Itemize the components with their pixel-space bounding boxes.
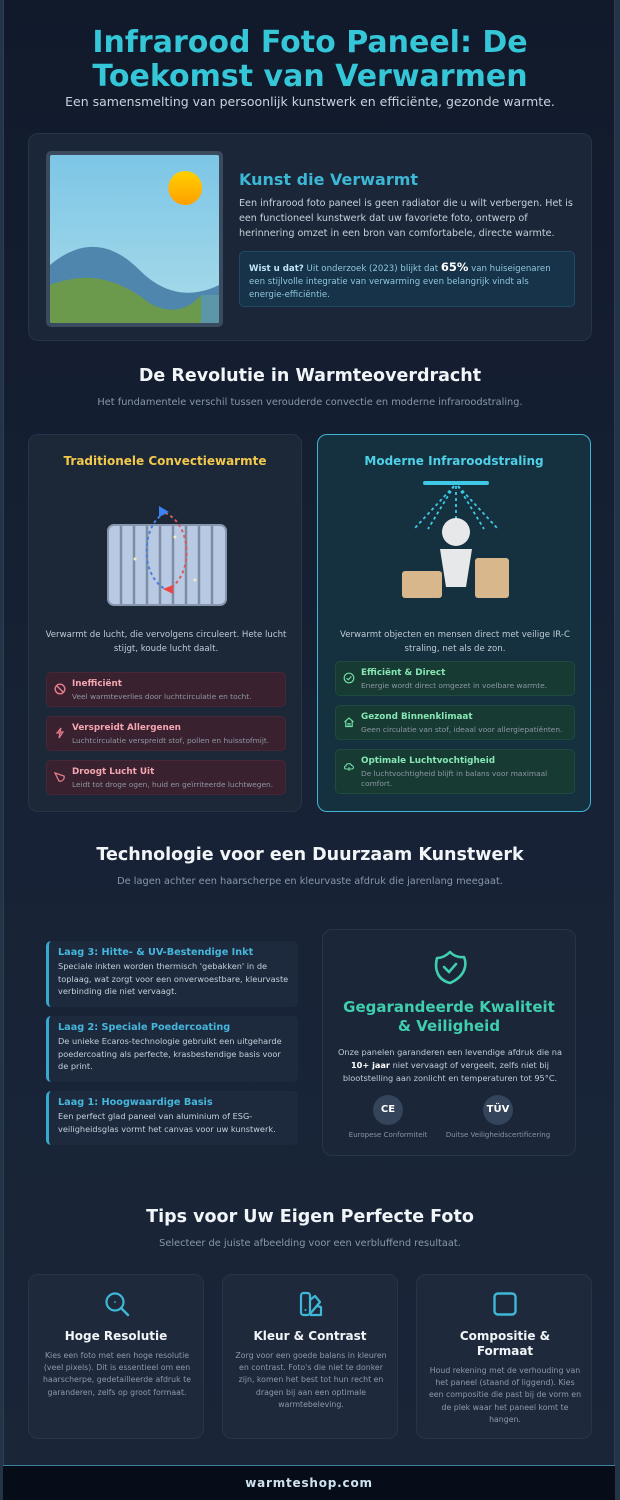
quality-text — [333, 1046, 567, 1085]
title-line-2: Toekomst van Verwarmen — [92, 59, 528, 94]
tips-subtitle: Selecteer de juiste afbeelding voor een verbluffend resultaat. — [159, 1238, 461, 1249]
intro-text: Een infrarood foto paneel is geen radiator die u wilt verbergen. Het is een functioneel kunstwerk dat uw favoriete foto, ontwerp of herinnering omzet in een bron van comfortabele, directe warmte. — [239, 198, 573, 239]
tip-text: Zorg voor een goede balans in kleuren en contrast. Foto's die niet te donker zijn, komen het best tot hun recht en dragen bij aan een optimale warmtebeleving. — [235, 1351, 387, 1409]
item-title: Verspreidt Allergenen — [72, 723, 181, 733]
item-title: Droogt Lucht Uit — [72, 767, 155, 777]
color-swatch-icon — [297, 1290, 325, 1318]
fact-text-before: Uit onderzoek (2023) blijkt dat — [303, 264, 441, 274]
item-text: Luchtcirculatie verspreidt stof, pollen en huisstofmijt. — [72, 736, 270, 745]
item-text: Geen circulatie van stof, ideaal voor allergiepatiënten. — [361, 725, 563, 734]
quality-title-line-2: & Veiligheid — [397, 1017, 501, 1035]
item-text: Veel warmteverlies door luchtcirculatie en tocht. — [72, 692, 252, 701]
footer-website[interactable]: warmteshop.com — [3, 1465, 615, 1500]
convection-item-allergens — [46, 716, 286, 751]
convection-item-dry-air — [46, 760, 286, 795]
layer-text: Speciale inkten worden thermisch 'gebakken' in de toplaag, wat zorgt voor een onverwoestbare, kleurvaste verbinding die niet vervaagt. — [58, 961, 289, 996]
fact-label: Wist u dat? — [249, 264, 304, 274]
magnifier-icon — [103, 1290, 131, 1318]
tip-color — [222, 1274, 398, 1439]
layer-text: De unieke Ecaros-technologie gebruikt een uitgeharde poedercoating als perfecte, krasbestendige basis voor de print. — [58, 1036, 282, 1071]
intro-title: Kunst die Verwarmt — [239, 170, 419, 189]
convection-item-inefficient — [46, 672, 286, 707]
intro-card — [28, 133, 592, 341]
item-title: Optimale Luchtvochtigheid — [361, 756, 496, 766]
item-title: Gezond Binnenklimaat — [361, 712, 473, 722]
layer-title: Laag 1: Hoogwaardige Basis — [58, 1097, 213, 1108]
infrared-radiation-icon — [396, 479, 516, 601]
tip-title: Kleur & Contrast — [253, 1329, 367, 1343]
tip-text: Houd rekening met de verhouding van het paneel (staand of liggend). Kies een compositie die past bij de vorm en de plek waar het paneel komt te hangen. — [428, 1366, 582, 1424]
tuv-badge: TÜV — [483, 1095, 513, 1125]
page-title — [4, 26, 616, 94]
tip-title: Compositie & Formaat — [459, 1329, 551, 1358]
revolution-subtitle: Het fundamentele verschil tussen verouderde convectie en moderne infraroodstraling. — [97, 397, 523, 408]
title-line-1: Infrarood Foto Paneel: De — [92, 25, 528, 60]
quality-title — [323, 998, 575, 1036]
dry-drop-icon — [54, 771, 66, 783]
item-text: De luchtvochtigheid blijft in balans voor maximaal comfort. — [361, 769, 548, 788]
square-frame-icon — [491, 1290, 519, 1318]
check-circle-icon — [343, 672, 355, 684]
convection-card — [28, 434, 302, 812]
shield-check-icon — [431, 950, 469, 986]
tip-text: Kies een foto met een hoge resolutie (veel pixels). Dit is essentieel om een haarscherpe, gedetailleerde afdruk te garanderen, zelfs op groot formaat. — [43, 1351, 191, 1397]
cloud-icon — [343, 760, 355, 772]
technology-title: Technologie voor een Duurzaam Kunstwerk — [96, 845, 524, 865]
convection-title: Traditionele Convectiewarmte — [63, 454, 267, 468]
quality-text-before: Onze panelen garanderen een levendige afdruk die na — [337, 1047, 563, 1057]
infrared-description: Verwarmt objecten en mensen direct met veilige IR-C straling, net als de zon. — [340, 630, 570, 654]
infrared-title: Moderne Infraroodstraling — [364, 454, 544, 468]
home-icon — [343, 716, 355, 728]
item-title: Efficiënt & Direct — [361, 668, 446, 678]
revolution-title: De Revolutie in Warmteoverdracht — [138, 366, 482, 386]
quality-text-after: niet vervaagt of vergeelt, zelfs niet bij blootstelling aan zonlicht en temperaturen tot 95°C. — [342, 1060, 558, 1083]
infrared-item-efficient — [335, 661, 575, 696]
tip-composition — [416, 1274, 592, 1439]
tuv-label: Duitse Veiligheidscertificering — [445, 1131, 551, 1139]
layer-title: Laag 3: Hitte- & UV-Bestendige Inkt — [58, 947, 254, 958]
layer-title: Laag 2: Speciale Poedercoating — [58, 1022, 231, 1033]
infrared-item-healthy — [335, 705, 575, 740]
convection-description: Verwarmt de lucht, die vervolgens circuleert. Hete lucht stijgt, koude lucht daalt. — [45, 630, 287, 654]
tip-title: Hoge Resolutie — [64, 1329, 168, 1343]
item-text: Leidt tot droge ogen, huid en geïrriteerde luchtwegen. — [72, 780, 274, 789]
ce-label: Europese Conformiteit — [348, 1131, 428, 1139]
quality-card — [322, 929, 576, 1156]
infographic — [3, 0, 615, 1500]
infrared-card — [317, 434, 591, 812]
layer-text: Een perfect glad paneel van aluminium of ESG-veiligheidsglas vormt het canvas voor uw kunstwerk. — [58, 1111, 276, 1134]
layer-1 — [46, 1091, 298, 1145]
ce-badge: CE — [373, 1095, 403, 1125]
layer-2 — [46, 1016, 298, 1082]
quality-title-line-1: Gegarandeerde Kwaliteit — [343, 998, 555, 1016]
landscape-photo-icon — [46, 151, 223, 327]
spread-icon — [54, 727, 66, 739]
item-text: Energie wordt direct omgezet in voelbare warmte. — [361, 681, 548, 690]
item-title: Inefficiënt — [72, 679, 122, 689]
infrared-item-humidity — [335, 749, 575, 794]
radiator-convection-icon — [103, 503, 229, 607]
tip-resolution — [28, 1274, 204, 1439]
tips-title: Tips voor Uw Eigen Perfecte Foto — [146, 1207, 474, 1227]
fact-box — [239, 251, 575, 307]
page-subtitle: Een samensmelting van persoonlijk kunstwerk en efficiënte, gezonde warmte. — [65, 94, 555, 109]
fact-highlight: 65% — [440, 260, 469, 274]
ban-icon — [54, 683, 66, 695]
layer-3 — [46, 941, 298, 1007]
fact-text-after: van huiseigenaren een stijlvolle integratie van verwarming even belangrijk vindt als energie-efficiëntie. — [249, 264, 551, 300]
quality-text-bold: 10+ jaar — [350, 1060, 390, 1070]
technology-subtitle: De lagen achter een haarscherpe en kleurvaste afdruk die jarenlang meegaat. — [117, 876, 503, 887]
